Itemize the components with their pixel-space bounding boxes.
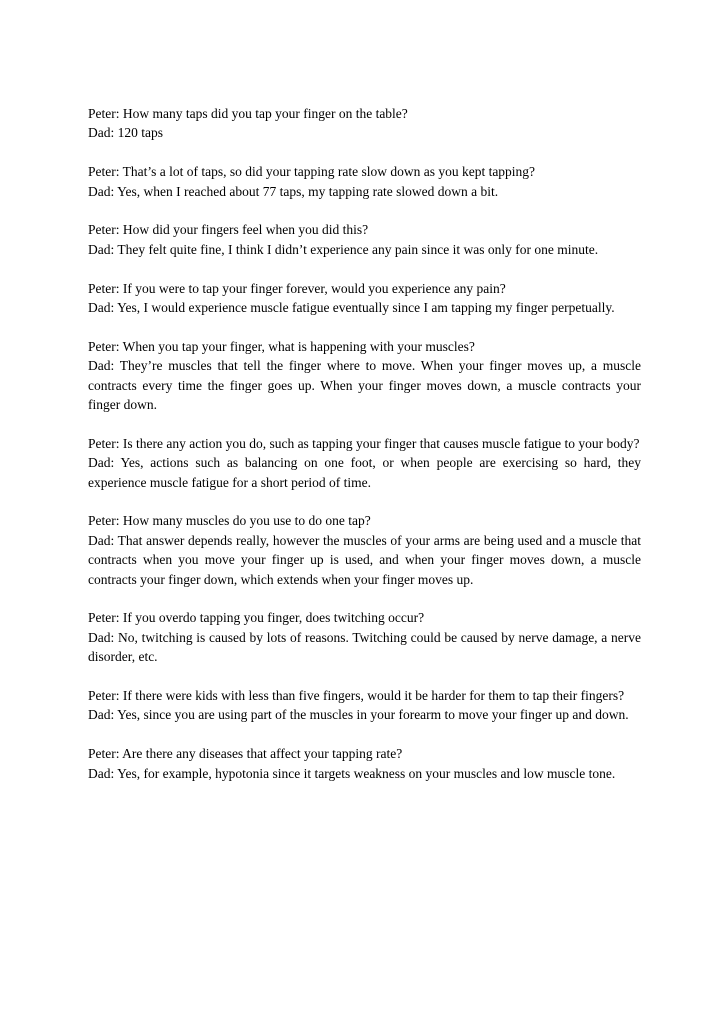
answer-text: Dad: Yes, since you are using part of the muscles in your forearm to move your finger up and down. — [88, 707, 629, 723]
question-text: Peter: Are there any diseases that affect your tapping rate? — [88, 746, 403, 762]
question-text: Peter: If there were kids with less than five fingers, would it be harder for them to tap their fingers? — [88, 688, 625, 704]
qa-exchange — [88, 744, 641, 783]
qa-exchange — [88, 220, 641, 259]
qa-exchange — [88, 104, 641, 143]
qa-exchange — [88, 511, 641, 589]
qa-exchange — [88, 162, 641, 201]
question-text: Peter: When you tap your finger, what is happening with your muscles? — [88, 338, 475, 354]
interview-transcript — [88, 104, 641, 802]
qa-exchange — [88, 608, 641, 666]
answer-text: Dad: Yes, I would experience muscle fatigue eventually since I am tapping my finger perpetually. — [88, 300, 615, 316]
answer-text: Dad: They felt quite fine, I think I didn’t experience any pain since it was only for one minute. — [88, 241, 599, 257]
question-text: Peter: How many taps did you tap your finger on the table? — [88, 106, 408, 121]
qa-exchange — [88, 337, 641, 415]
question-text: Peter: Is there any action you do, such as tapping your finger that causes muscle fatigue to your body? — [88, 435, 640, 451]
answer-text: Dad: 120 taps — [88, 125, 163, 141]
qa-exchange — [88, 686, 641, 725]
answer-text: Dad: Yes, actions such as balancing on one foot, or when people are exercising so hard, they experience muscle fatigue for a short period of time. — [88, 455, 641, 490]
question-text: Peter: That’s a lot of taps, so did your tapping rate slow down as you kept tapping? — [88, 164, 536, 180]
qa-exchange — [88, 434, 641, 492]
question-text: Peter: How many muscles do you use to do one tap? — [88, 513, 371, 529]
answer-text: Dad: That answer depends really, however the muscles of your arms are being used and a muscle that contracts when you move your finger up is used, and when your finger moves down, a muscle contracts your finger down, which extends when your finger moves up. — [88, 532, 641, 587]
qa-exchange — [88, 279, 641, 318]
question-text: Peter: How did your fingers feel when you did this? — [88, 222, 369, 238]
answer-text: Dad: No, twitching is caused by lots of reasons. Twitching could be caused by nerve damage, a nerve disorder, etc. — [88, 629, 641, 665]
answer-text: Dad: Yes, for example, hypotonia since it targets weakness on your muscles and low muscle tone. — [88, 765, 616, 781]
answer-text: Dad: Yes, when I reached about 77 taps, my tapping rate slowed down a bit. — [88, 183, 499, 199]
question-text: Peter: If you overdo tapping you finger, does twitching occur? — [88, 610, 425, 626]
question-text: Peter: If you were to tap your finger forever, would you experience any pain? — [88, 280, 506, 296]
answer-text: Dad: They’re muscles that tell the finger where to move. When your finger moves up, a muscle contracts every time the finger goes up. When your finger moves down, a muscle contracts your finger down. — [88, 358, 641, 413]
